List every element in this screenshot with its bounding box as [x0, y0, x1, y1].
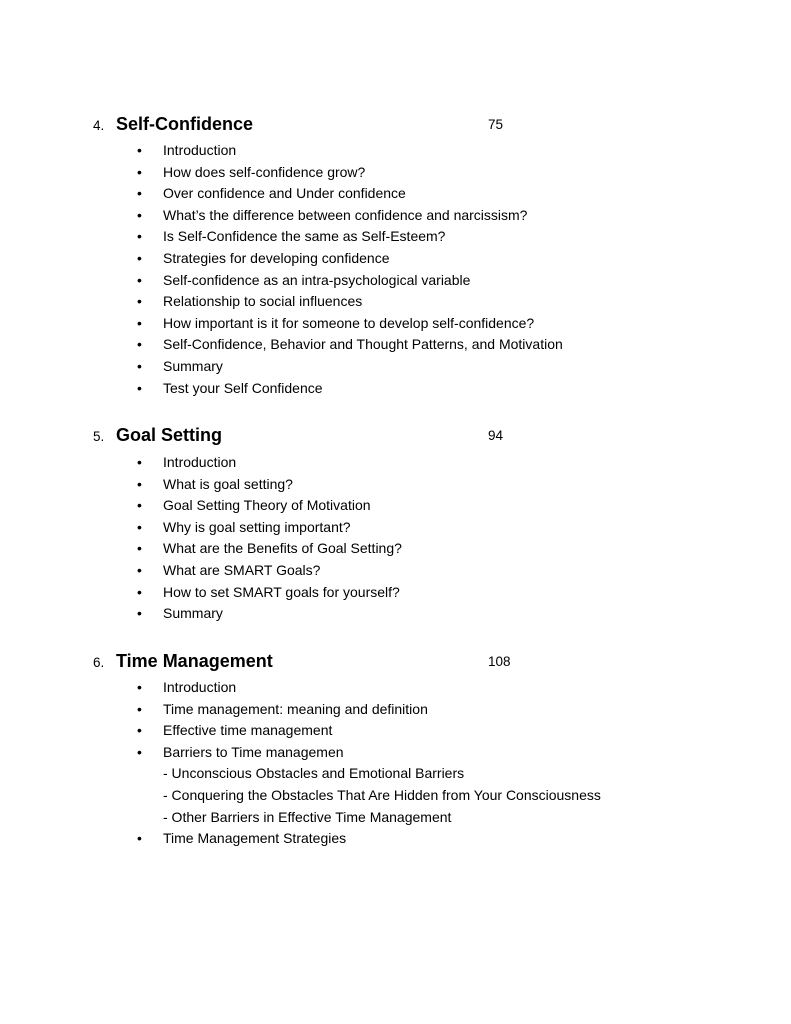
toc-list-item[interactable]: [0, 763, 791, 785]
toc-list-item[interactable]: [0, 313, 791, 335]
chapter-6-section: [0, 650, 791, 850]
toc-list-item[interactable]: [0, 162, 791, 184]
topic-label: Barriers to Time managemen: [163, 743, 344, 760]
toc-list-item[interactable]: [0, 291, 791, 313]
bullet-icon: •: [137, 336, 142, 353]
chapter-page-number: 108: [488, 654, 511, 669]
bullet-icon: •: [137, 605, 142, 622]
topic-label: Why is goal setting important?: [163, 518, 351, 535]
bullet-icon: •: [137, 583, 142, 600]
topic-label: Goal Setting Theory of Motivation: [163, 497, 371, 514]
toc-list-item[interactable]: [0, 538, 791, 560]
chapter-4-section: [0, 113, 791, 399]
bullet-icon: •: [137, 228, 142, 245]
toc-list-item[interactable]: [0, 248, 791, 270]
bullet-icon: •: [137, 314, 142, 331]
chapter-title: Time Management: [116, 651, 273, 671]
toc-list-item[interactable]: [0, 183, 791, 205]
bullet-icon: •: [137, 679, 142, 695]
toc-list-item[interactable]: [0, 474, 791, 496]
topic-label: Over confidence and Under confidence: [163, 185, 406, 202]
chapter-heading[interactable]: [0, 424, 791, 448]
bullet-icon: •: [137, 249, 142, 266]
chapter-heading[interactable]: [0, 650, 791, 674]
bullet-icon: •: [137, 379, 142, 396]
chapter-page-number: 94: [488, 428, 504, 443]
bullet-icon: •: [137, 454, 142, 470]
bullet-icon: •: [137, 357, 142, 374]
bullet-icon: •: [137, 271, 142, 288]
toc-list-item[interactable]: [0, 677, 791, 699]
bullet-icon: •: [137, 293, 142, 310]
topic-label: Relationship to social influences: [163, 293, 363, 310]
toc-list-item[interactable]: [0, 334, 791, 356]
topic-label: How does self-confidence grow?: [163, 163, 366, 180]
toc-list-item[interactable]: [0, 495, 791, 517]
chapter-title: Goal Setting: [116, 425, 223, 445]
bullet-icon: •: [137, 700, 142, 717]
toc-list-item[interactable]: [0, 140, 791, 162]
topic-label: Test your Self Confidence: [163, 379, 323, 396]
bullet-icon: •: [137, 475, 142, 492]
chapter-page-number: 75: [488, 117, 504, 132]
toc-list-item[interactable]: [0, 378, 791, 400]
toc-list-item[interactable]: [0, 742, 791, 764]
toc-list-item[interactable]: [0, 270, 791, 292]
topic-label: How to set SMART goals for yourself?: [163, 583, 400, 600]
topic-label: Time management: meaning and definition: [163, 700, 428, 717]
toc-list-item[interactable]: [0, 828, 791, 850]
toc-list-item[interactable]: [0, 785, 791, 807]
chapter-number: 4.: [93, 118, 105, 133]
bullet-icon: •: [137, 142, 142, 158]
topic-label: Summary: [163, 357, 223, 374]
toc-list-item[interactable]: [0, 603, 791, 625]
toc-list-item[interactable]: [0, 720, 791, 742]
chapter-6-topic-list: [0, 677, 791, 850]
bullet-icon: •: [137, 497, 142, 514]
chapter-title: Self-Confidence: [116, 114, 254, 134]
subtopic-label: - Conquering the Obstacles That Are Hidden from Your Consciousness: [163, 786, 601, 803]
bullet-icon: •: [137, 206, 142, 223]
topic-label: Self-confidence as an intra-psychological variable: [163, 271, 471, 288]
bullet-icon: •: [137, 185, 142, 202]
topic-label: Self-Confidence, Behavior and Thought Patterns, and Motivation: [163, 336, 563, 353]
topic-label: What are the Benefits of Goal Setting?: [163, 540, 402, 557]
topic-label: Introduction: [163, 454, 237, 470]
topic-label: What are SMART Goals?: [163, 561, 321, 578]
chapter-5-topic-list: [0, 452, 791, 625]
toc-list-item[interactable]: [0, 807, 791, 829]
topic-label: Summary: [163, 605, 223, 622]
chapter-number: 6.: [93, 655, 105, 670]
bullet-icon: •: [137, 722, 142, 739]
chapter-5-section: [0, 424, 791, 625]
bullet-icon: •: [137, 561, 142, 578]
topic-label: What is goal setting?: [163, 475, 293, 492]
topic-label: Introduction: [163, 679, 237, 695]
topic-label: What’s the difference between confidence and narcissism?: [163, 206, 528, 223]
toc-list-item[interactable]: [0, 226, 791, 248]
topic-label: Effective time management: [163, 722, 333, 739]
subtopic-label: - Unconscious Obstacles and Emotional Barriers: [163, 765, 465, 782]
chapter-number: 5.: [93, 429, 105, 444]
chapter-4-topic-list: [0, 140, 791, 399]
toc-list-item[interactable]: [0, 699, 791, 721]
bullet-icon: •: [137, 743, 142, 760]
topic-label: Introduction: [163, 142, 237, 158]
bullet-icon: •: [137, 540, 142, 557]
chapter-heading[interactable]: [0, 113, 791, 137]
bullet-icon: •: [137, 163, 142, 180]
toc-list-item[interactable]: [0, 356, 791, 378]
toc-list-item[interactable]: [0, 205, 791, 227]
topic-label: Time Management Strategies: [163, 830, 347, 847]
subtopic-label: - Other Barriers in Effective Time Management: [163, 808, 452, 825]
topic-label: Is Self-Confidence the same as Self-Esteem?: [163, 228, 446, 245]
toc-list-item[interactable]: [0, 582, 791, 604]
toc-list-item[interactable]: [0, 517, 791, 539]
bullet-icon: •: [137, 518, 142, 535]
toc-list-item[interactable]: [0, 452, 791, 474]
topic-label: Strategies for developing confidence: [163, 249, 390, 266]
toc-list-item[interactable]: [0, 560, 791, 582]
bullet-icon: •: [137, 830, 142, 847]
topic-label: How important is it for someone to develop self-confidence?: [163, 314, 535, 331]
